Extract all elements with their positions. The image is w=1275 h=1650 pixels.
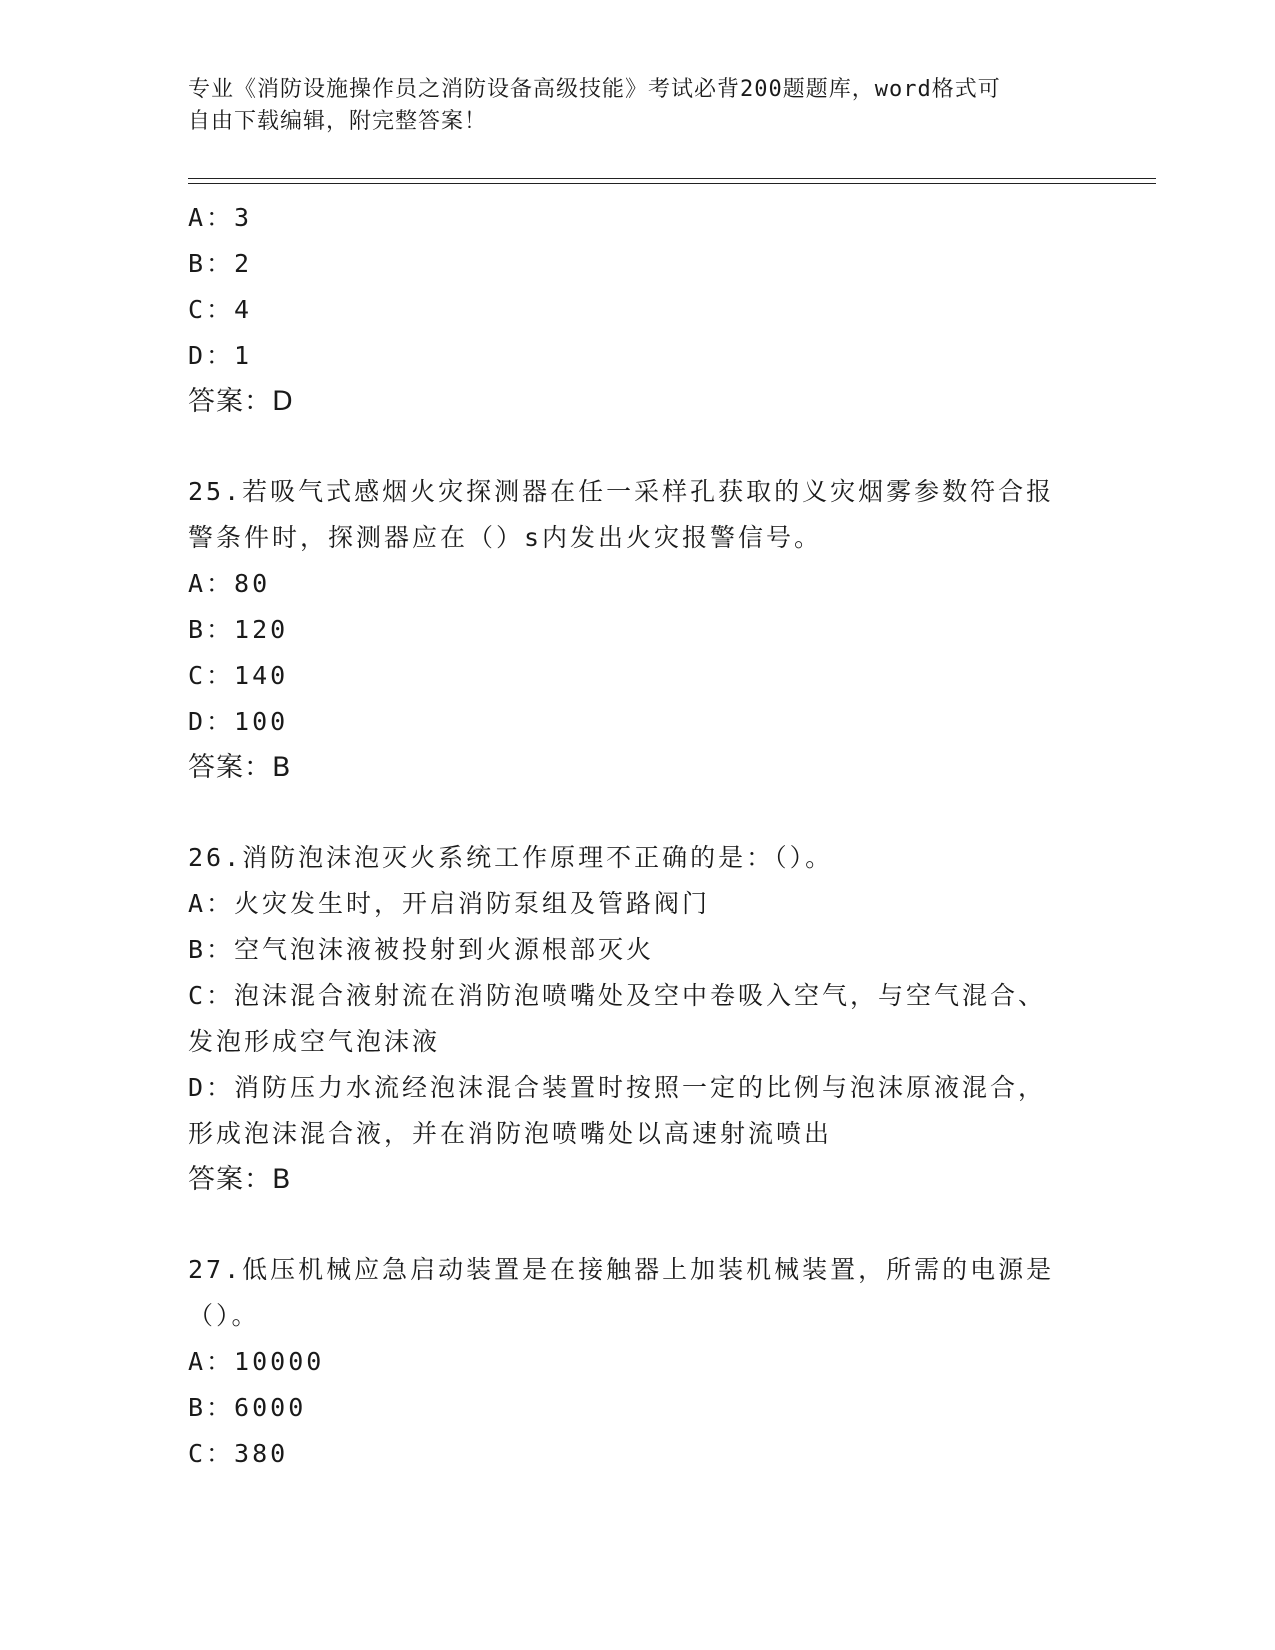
q25-stem-line-1: 25.若吸气式感烟火灾探测器在任一采样孔获取的义灾烟雾参数符合报 xyxy=(188,477,1055,506)
q24-option-a: A：3 xyxy=(188,203,253,232)
q27-stem-line-2: （）。 xyxy=(188,1301,260,1330)
q25-option-a: A：80 xyxy=(188,569,271,598)
q24-option-c: C：4 xyxy=(188,295,253,324)
q26-option-c-line-1: C：泡沫混合液射流在消防泡喷嘴处及空中卷吸入空气，与空气混合、 xyxy=(188,981,1047,1010)
q27-option-c: C：380 xyxy=(188,1439,289,1468)
q25-option-d: D：100 xyxy=(188,707,289,736)
q26-option-b: B：空气泡沫液被投射到火源根部灭火 xyxy=(188,935,655,964)
question-25 xyxy=(188,469,1088,791)
question-list xyxy=(188,195,1088,1477)
q24-option-d: D：1 xyxy=(188,341,253,370)
q26-option-a: A：火灾发生时，开启消防泵组及管路阀门 xyxy=(188,889,711,918)
q25-stem-line-2: 警条件时，探测器应在（）s内发出火灾报警信号。 xyxy=(188,523,823,552)
q26-answer: 答案：B xyxy=(188,1164,292,1195)
spacer xyxy=(188,791,1088,835)
q27-stem-line-1: 27.低压机械应急启动装置是在接触器上加装机械装置，所需的电源是 xyxy=(188,1255,1055,1284)
spacer xyxy=(188,1203,1088,1247)
header-line-1: 专业《消防设施操作员之消防设备高级技能》考试必背200题题库，word格式可 xyxy=(188,77,1001,102)
q26-option-d-line-1: D：消防压力水流经泡沫混合装置时按照一定的比例与泡沫原液混合， xyxy=(188,1073,1047,1102)
q26-option-c-line-2: 发泡形成空气泡沫液 xyxy=(188,1027,441,1056)
q25-answer: 答案：B xyxy=(188,752,292,783)
question-24 xyxy=(188,195,1088,425)
question-27 xyxy=(188,1247,1088,1477)
header-divider-bottom xyxy=(188,183,1156,184)
document-header xyxy=(188,74,1068,138)
q25-option-c: C：140 xyxy=(188,661,289,690)
q27-option-a: A：10000 xyxy=(188,1347,325,1376)
question-26 xyxy=(188,835,1088,1203)
header-line-2: 自由下载编辑，附完整答案！ xyxy=(188,109,488,134)
q26-option-d-line-2: 形成泡沫混合液，并在消防泡喷嘴处以高速射流喷出 xyxy=(188,1119,833,1148)
q26-stem: 26.消防泡沫泡灭火系统工作原理不正确的是：（）。 xyxy=(188,843,834,872)
q24-answer: 答案：D xyxy=(188,386,294,417)
q24-option-b: B：2 xyxy=(188,249,253,278)
spacer xyxy=(188,425,1088,469)
header-divider-top xyxy=(188,178,1156,179)
q25-option-b: B：120 xyxy=(188,615,289,644)
q27-option-b: B：6000 xyxy=(188,1393,307,1422)
